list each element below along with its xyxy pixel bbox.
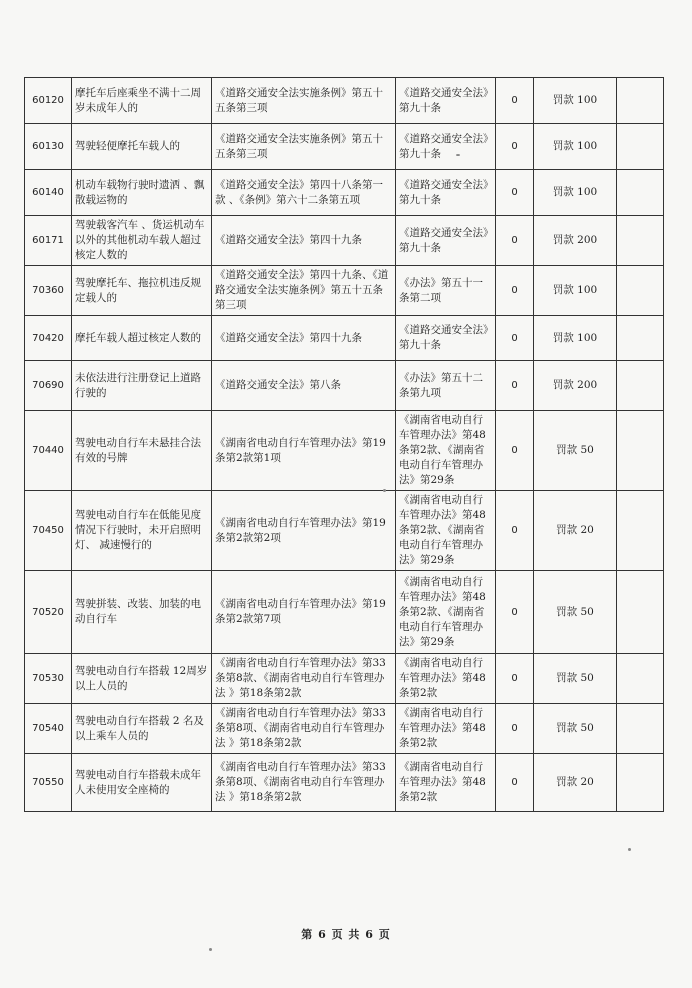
points: 0 bbox=[496, 78, 534, 124]
penalty-basis: 《道路交通安全法》第九十条 bbox=[396, 316, 496, 361]
table-body bbox=[25, 78, 664, 812]
legal-basis: 《道路交通安全法》第四十九条、《道路交通安全法实施条例》第五十五条第三项 bbox=[212, 266, 396, 316]
penalty-basis: 《湖南省电动自行车管理办法》第48条第2款、《湖南省电动自行车管理办法》第29条 bbox=[396, 411, 496, 491]
points: 0 bbox=[496, 170, 534, 216]
violation-behavior: 驾驶电动自行车搭载 2 名及以上乘车人员的 bbox=[72, 704, 212, 754]
points: 0 bbox=[496, 316, 534, 361]
note bbox=[617, 654, 664, 704]
penalty-basis: 《湖南省电动自行车管理办法》第48条第2款、《湖南省电动自行车管理办法》第29条 bbox=[396, 491, 496, 571]
note bbox=[617, 216, 664, 266]
legal-basis: 《湖南省电动自行车管理办法》第19条第2款第7项 bbox=[212, 571, 396, 654]
table-row bbox=[25, 704, 664, 754]
penalty: 罚款 200 bbox=[534, 216, 617, 266]
penalty-basis: 《湖南省电动自行车管理办法》第48条第2款 bbox=[396, 704, 496, 754]
penalty-basis: 《办法》第五十一条第二项 bbox=[396, 266, 496, 316]
violation-code: 70450 bbox=[25, 491, 72, 571]
violation-behavior: 驾驶电动自行车未悬挂合法有效的号牌 bbox=[72, 411, 212, 491]
penalty-basis: 《湖南省电动自行车管理办法》第48条第2款 bbox=[396, 654, 496, 704]
points: 0 bbox=[496, 571, 534, 654]
note bbox=[617, 361, 664, 411]
violation-code: 60171 bbox=[25, 216, 72, 266]
violation-behavior: 驾驶电动自行车在低能见度情况下行驶时，未开启照明灯、 减速慢行的 bbox=[72, 491, 212, 571]
note bbox=[617, 316, 664, 361]
note bbox=[617, 704, 664, 754]
legal-basis: 《湖南省电动自行车管理办法》第33条第8项、《湖南省电动自行车管理办法 》第18条第2款 bbox=[212, 704, 396, 754]
scan-speck bbox=[628, 848, 631, 851]
violation-behavior: 驾驶拼装、改装、加装的电动自行车 bbox=[72, 571, 212, 654]
penalty: 罚款 50 bbox=[534, 411, 617, 491]
violation-code: 60130 bbox=[25, 124, 72, 170]
table-row bbox=[25, 170, 664, 216]
violation-behavior: 驾驶载客汽车 、货运机动车以外的其他机动车载人超过核定人数的 bbox=[72, 216, 212, 266]
points: 0 bbox=[496, 124, 534, 170]
penalty-basis: 《道路交通安全法》第九十条 bbox=[396, 216, 496, 266]
table-row bbox=[25, 361, 664, 411]
penalty-basis: 《湖南省电动自行车管理办法》第48条第2款 bbox=[396, 754, 496, 812]
legal-basis: 《湖南省电动自行车管理办法》第33条第8项、《湖南省电动自行车管理办法 》第18条第2款 bbox=[212, 754, 396, 812]
violation-code: 70550 bbox=[25, 754, 72, 812]
penalty-basis: 《道路交通安全法》第九十条 bbox=[396, 78, 496, 124]
penalty: 罚款 100 bbox=[534, 78, 617, 124]
points: 0 bbox=[496, 266, 534, 316]
table-row bbox=[25, 124, 664, 170]
violation-code: 70440 bbox=[25, 411, 72, 491]
legal-basis: 《湖南省电动自行车管理办法》第33条第8款、《湖南省电动自行车管理办法 》第18条第2款 bbox=[212, 654, 396, 704]
violation-code: 70520 bbox=[25, 571, 72, 654]
legal-basis: 《道路交通安全法》第四十九条 bbox=[212, 216, 396, 266]
table-row bbox=[25, 654, 664, 704]
note bbox=[617, 754, 664, 812]
penalty-basis: 《湖南省电动自行车管理办法》第48条第2款、《湖南省电动自行车管理办法》第29条 bbox=[396, 571, 496, 654]
violation-behavior: 未依法进行注册登记上道路行驶的 bbox=[72, 361, 212, 411]
violation-behavior: 摩托车后座乘坐不满十二周岁未成年人的 bbox=[72, 78, 212, 124]
legal-basis: 《湖南省电动自行车管理办法》第19条第2款第2项 bbox=[212, 491, 396, 571]
note bbox=[617, 78, 664, 124]
table-row bbox=[25, 78, 664, 124]
table-row bbox=[25, 216, 664, 266]
note bbox=[617, 266, 664, 316]
violation-behavior: 驾驶轻便摩托车载人的 bbox=[72, 124, 212, 170]
points: 0 bbox=[496, 361, 534, 411]
table-row bbox=[25, 411, 664, 491]
penalty: 罚款 100 bbox=[534, 124, 617, 170]
scan-speck bbox=[209, 948, 212, 951]
violation-behavior: 机动车载物行驶时遗洒 、飘散载运物的 bbox=[72, 170, 212, 216]
table-row bbox=[25, 491, 664, 571]
penalty: 罚款 100 bbox=[534, 170, 617, 216]
penalty: 罚款 50 bbox=[534, 654, 617, 704]
penalty: 罚款 100 bbox=[534, 266, 617, 316]
scan-speck bbox=[383, 489, 386, 492]
table-row bbox=[25, 266, 664, 316]
penalty: 罚款 20 bbox=[534, 491, 617, 571]
points: 0 bbox=[496, 704, 534, 754]
note bbox=[617, 571, 664, 654]
table-row bbox=[25, 571, 664, 654]
penalty: 罚款 50 bbox=[534, 704, 617, 754]
scan-speck bbox=[456, 154, 460, 156]
note bbox=[617, 491, 664, 571]
violation-code: 70360 bbox=[25, 266, 72, 316]
points: 0 bbox=[496, 216, 534, 266]
penalty-basis: 《道路交通安全法》第九十条 bbox=[396, 170, 496, 216]
points: 0 bbox=[496, 754, 534, 812]
legal-basis: 《道路交通安全法》第八条 bbox=[212, 361, 396, 411]
page-number: 第 6 页 共 6 页 bbox=[301, 928, 391, 941]
penalty-basis: 《办法》第五十二条第九项 bbox=[396, 361, 496, 411]
legal-basis: 《道路交通安全法》第四十八条第一款 、《条例》第六十二条第五项 bbox=[212, 170, 396, 216]
violation-code: 70420 bbox=[25, 316, 72, 361]
penalty: 罚款 20 bbox=[534, 754, 617, 812]
penalty: 罚款 50 bbox=[534, 571, 617, 654]
table-row bbox=[25, 754, 664, 812]
violation-table bbox=[24, 77, 664, 812]
table-row bbox=[25, 316, 664, 361]
violation-code: 70530 bbox=[25, 654, 72, 704]
violation-code: 60140 bbox=[25, 170, 72, 216]
violation-code: 60120 bbox=[25, 78, 72, 124]
legal-basis: 《道路交通安全法实施条例》第五十五条第三项 bbox=[212, 78, 396, 124]
penalty-basis: 《道路交通安全法》第九十条 bbox=[396, 124, 496, 170]
violation-code: 70690 bbox=[25, 361, 72, 411]
note bbox=[617, 411, 664, 491]
violation-behavior: 驾驶摩托车、拖拉机违反规定载人的 bbox=[72, 266, 212, 316]
violation-code: 70540 bbox=[25, 704, 72, 754]
penalty: 罚款 200 bbox=[534, 361, 617, 411]
penalty: 罚款 100 bbox=[534, 316, 617, 361]
points: 0 bbox=[496, 411, 534, 491]
note bbox=[617, 170, 664, 216]
legal-basis: 《湖南省电动自行车管理办法》第19条第2款第1项 bbox=[212, 411, 396, 491]
violation-behavior: 驾驶电动自行车搭载 12周岁以上人员的 bbox=[72, 654, 212, 704]
legal-basis: 《道路交通安全法实施条例》第五十五条第三项 bbox=[212, 124, 396, 170]
violation-behavior: 驾驶电动自行车搭载未成年人未使用安全座椅的 bbox=[72, 754, 212, 812]
points: 0 bbox=[496, 491, 534, 571]
violation-behavior: 摩托车载人超过核定人数的 bbox=[72, 316, 212, 361]
note bbox=[617, 124, 664, 170]
points: 0 bbox=[496, 654, 534, 704]
legal-basis: 《道路交通安全法》第四十九条 bbox=[212, 316, 396, 361]
